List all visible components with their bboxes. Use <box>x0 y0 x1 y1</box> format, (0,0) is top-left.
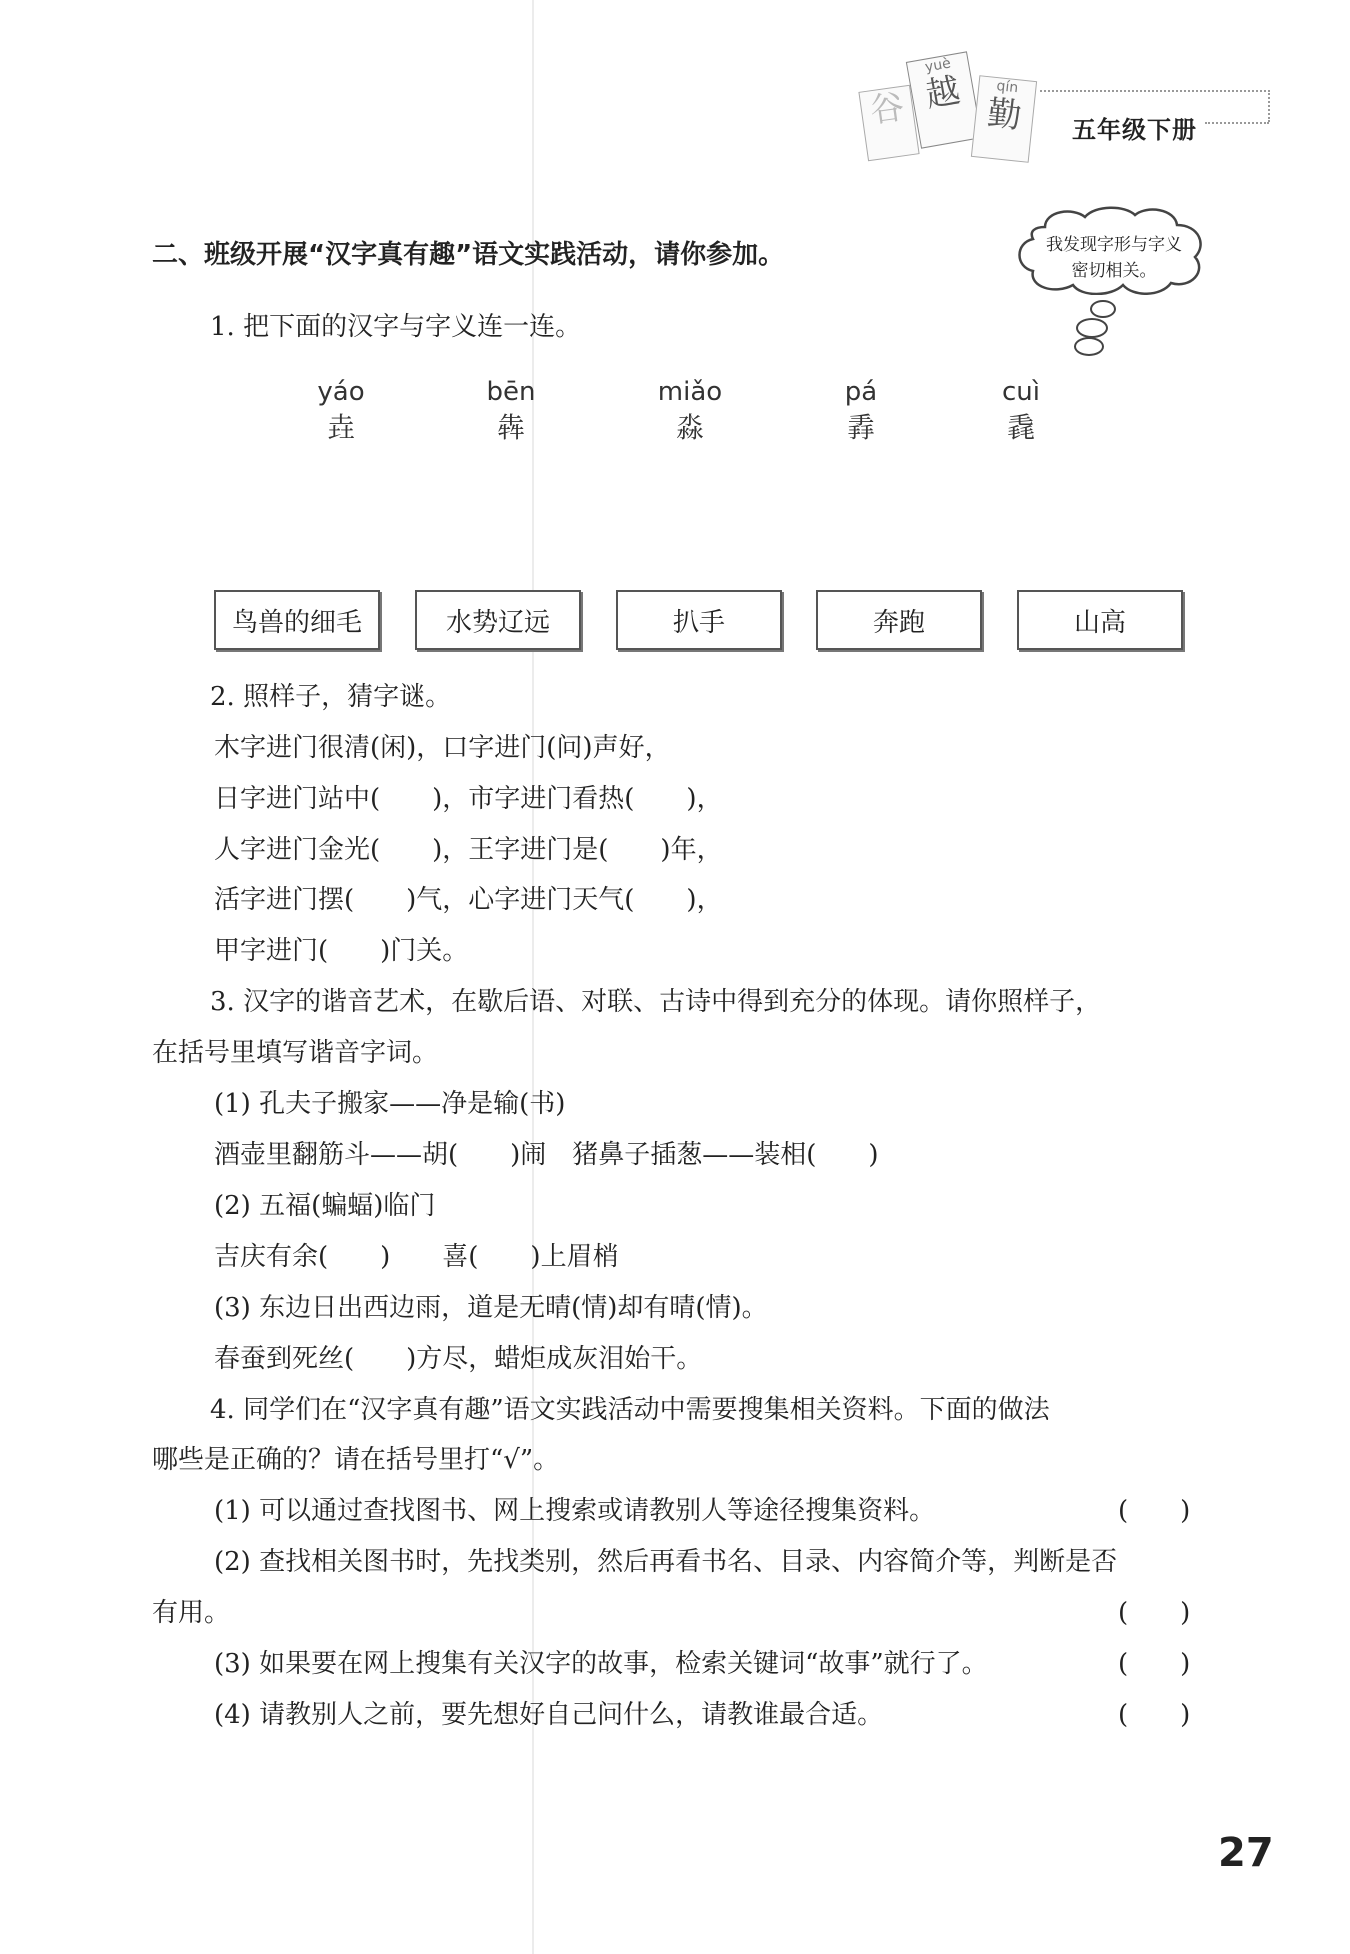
q3-line: (3) 东边日出西边雨，道是无晴(情)却有晴(情)。 <box>214 1293 768 1323</box>
char-with-pinyin <box>806 375 916 447</box>
answer-blank[interactable]: ( ) <box>1118 1496 1191 1526</box>
pinyin: bēn <box>486 377 536 407</box>
logo-pinyin: qín <box>995 78 1019 97</box>
answer-blank[interactable]: ( ) <box>1118 1700 1191 1730</box>
hanzi: 淼 <box>675 411 704 444</box>
hanzi: 掱 <box>846 411 875 444</box>
q3-line: 酒壶里翻筋斗——胡( )闹 猪鼻子插葱——装相( ) <box>214 1140 879 1170</box>
header-dotted-rule <box>1040 90 1270 92</box>
riddle-line: 活字进门摆( )气，心字进门天气( )， <box>214 885 723 915</box>
answer-blank[interactable]: ( ) <box>1118 1598 1191 1628</box>
q3-line: 吉庆有余( ) 喜( )上眉梢 <box>214 1242 619 1272</box>
logo-pinyin: yuè <box>923 55 953 76</box>
pinyin: yáo <box>317 377 365 407</box>
q1-prompt: 1. 把下面的汉字与字义连一连。 <box>210 312 582 342</box>
logo-char: 谷 <box>867 86 907 132</box>
q4-prompt: 哪些是正确的？请在括号里打“√”。 <box>152 1445 560 1475</box>
hanzi: 垚 <box>326 411 355 444</box>
logo-char: 越 <box>922 70 963 116</box>
grade-label: 五年级下册 <box>1072 116 1197 144</box>
hanzi: 犇 <box>496 411 525 444</box>
pinyin: miǎo <box>657 377 723 407</box>
riddle-line: 日字进门站中( )，市字进门看热( )， <box>214 784 723 814</box>
q4-prompt: 4. 同学们在“汉字真有趣”语文实践活动中需要搜集相关资料。下面的做法 <box>210 1395 1050 1425</box>
q3-line: 春蚕到死丝( )方尽，蜡炬成灰泪始干。 <box>214 1344 703 1374</box>
meaning-box[interactable]: 鸟兽的细毛 <box>214 590 380 650</box>
section-title: 二、班级开展“汉字真有趣”语文实践活动，请你参加。 <box>152 240 785 270</box>
logo-tile <box>858 85 919 162</box>
riddle-line: 甲字进门( )门关。 <box>214 936 469 966</box>
thought-dot <box>1090 300 1116 318</box>
answer-blank[interactable]: ( ) <box>1118 1649 1191 1679</box>
q4-item: (3) 如果要在网上搜集有关汉字的故事，检索关键词“故事”就行了。 <box>214 1649 988 1679</box>
q4-item: (2) 查找相关图书时，先找类别，然后再看书名、目录、内容简介等，判断是否 <box>214 1547 1118 1577</box>
logo-char: 勤 <box>985 93 1024 137</box>
thought-dot <box>1076 318 1108 338</box>
riddle-line: 人字进门金光( )，王字进门是( )年， <box>214 835 723 865</box>
logo-tile <box>971 75 1037 163</box>
meaning-box[interactable]: 水势辽远 <box>415 590 581 650</box>
q4-item: (1) 可以通过查找图书、网上搜索或请教别人等途径搜集资料。 <box>214 1496 936 1526</box>
char-with-pinyin <box>286 375 396 447</box>
thought-dot <box>1074 337 1104 356</box>
q3-line: (1) 孔夫子搬家——净是输(书) <box>214 1089 566 1119</box>
char-with-pinyin <box>456 375 566 447</box>
header-dotted-rule <box>1268 90 1270 122</box>
pinyin: cuì <box>1002 377 1040 407</box>
meaning-box[interactable]: 奔跑 <box>816 590 982 650</box>
q3-line: (2) 五福(蝙蝠)临门 <box>214 1191 436 1221</box>
meaning-box[interactable]: 山高 <box>1017 590 1183 650</box>
series-logo <box>855 48 1045 198</box>
q2-prompt: 2. 照样子，猜字谜。 <box>210 682 452 712</box>
riddle-line: 木字进门很清(闲)，口字进门(问)声好， <box>214 733 671 763</box>
pinyin: pá <box>844 377 878 407</box>
q4-item: (4) 请教别人之前，要先想好自己问什么，请教谁最合适。 <box>214 1700 884 1730</box>
q3-prompt: 3. 汉字的谐音艺术，在歇后语、对联、古诗中得到充分的体现。请你照样子， <box>210 987 1102 1017</box>
q3-prompt: 在括号里填写谐音字词。 <box>152 1038 439 1068</box>
logo-tile <box>906 51 982 148</box>
q4-item-continued: 有用。 <box>152 1598 231 1628</box>
meaning-box[interactable]: 扒手 <box>616 590 782 650</box>
bubble-text: 我发现字形与字义密切相关。 <box>1046 235 1182 281</box>
char-with-pinyin <box>635 375 745 447</box>
char-with-pinyin <box>966 375 1076 447</box>
header-dotted-rule <box>1205 122 1269 124</box>
hanzi: 毳 <box>1006 411 1035 444</box>
page-number: 27 <box>1218 1830 1274 1876</box>
